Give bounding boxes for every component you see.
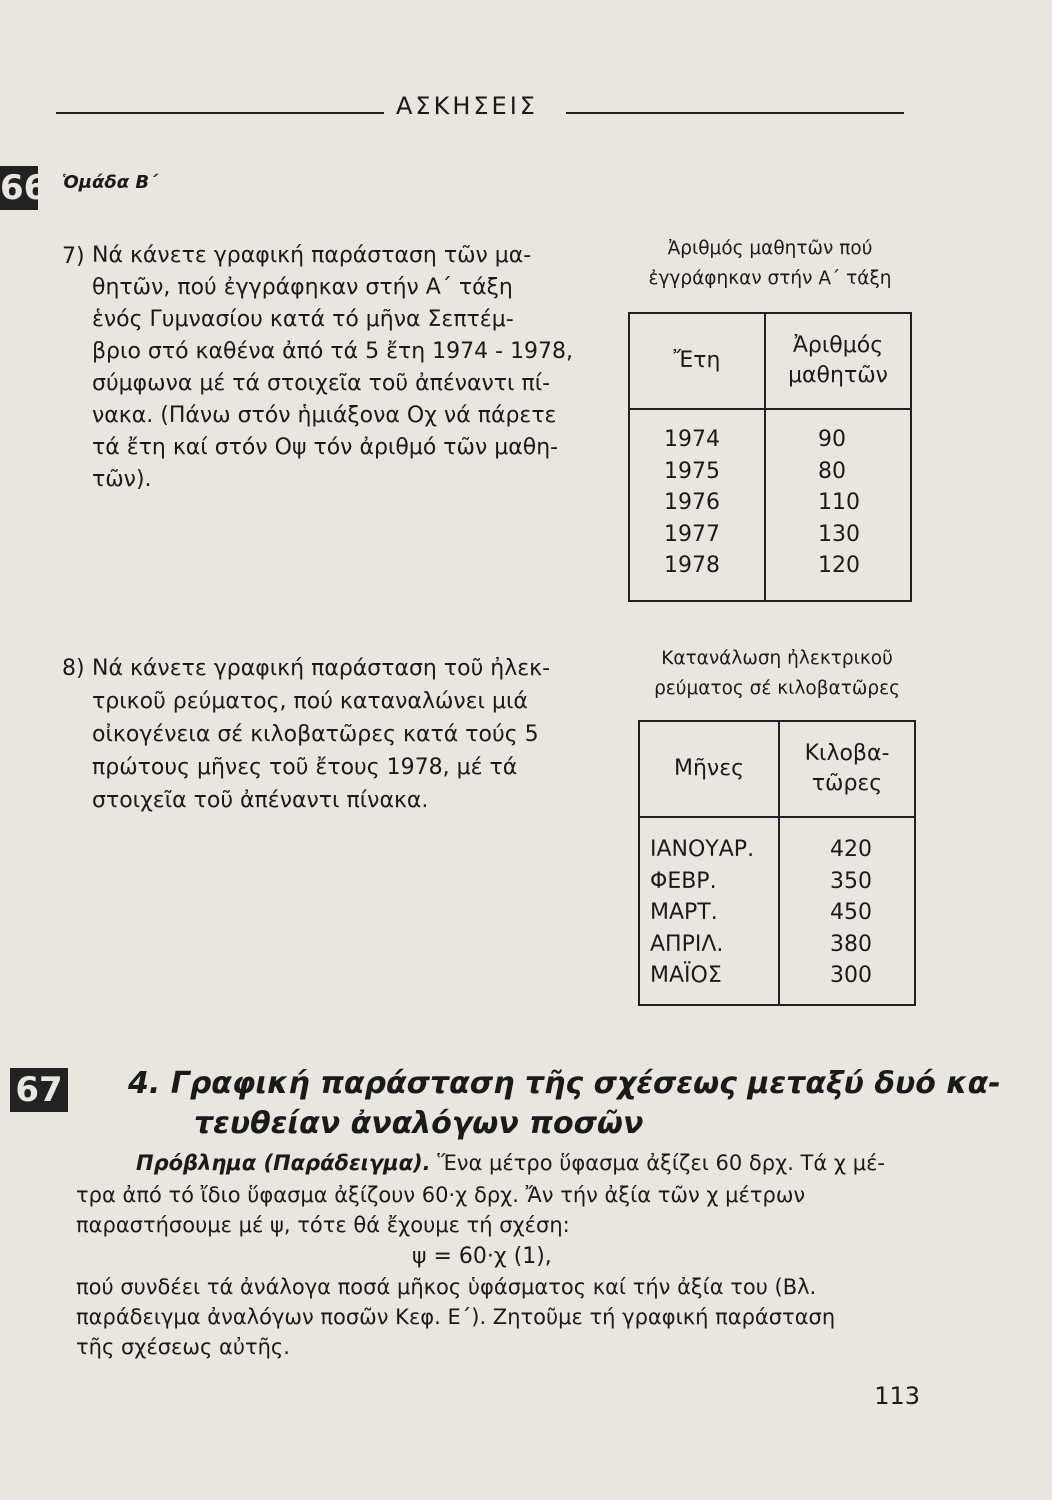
electricity-table [638, 720, 916, 1006]
text-line: παράδειγμα ἀναλόγων ποσῶν Κεφ. Ε΄). Ζητοῦμε τή γραφική παράσταση [76, 1305, 836, 1329]
years-column [629, 409, 765, 601]
column-header-years: Ἔτη [629, 313, 765, 409]
table-1-caption [620, 234, 920, 294]
text-line: τά ἔτη καί στόν Οψ τόν ἀριθμό τῶν μαθη- [92, 435, 559, 460]
paragraph-number-badge-67: 67 [10, 1068, 68, 1112]
caption-line: Κατανάλωση ἠλεκτρικοῦ [661, 648, 893, 669]
text-line: βριο στό καθένα ἀπό τά 5 ἔτη 1974 - 1978, [92, 339, 574, 364]
text-line: τρα ἀπό τό ἴδιο ὕφασμα ἀξίζουν 60·χ δρχ. Ἄν τήν ἀξία τῶν χ μέτρων [76, 1183, 806, 1207]
formula: ψ = 60·χ (1), [412, 1244, 552, 1269]
table-cell: 450 [830, 900, 872, 925]
months-column [639, 817, 779, 1005]
exercise-8-number: 8) [62, 656, 85, 681]
table-cell: ΜΑΡΤ. [650, 900, 718, 925]
text-line: πού συνδέει τά ἀνάλογα ποσά μῆκος ὑφάσματος καί τήν ἀξία του (Βλ. [76, 1275, 817, 1299]
students-column [765, 409, 911, 601]
table-cell: 380 [830, 931, 872, 957]
text-line: παραστήσουμε μέ ψ, τότε θά ἔχουμε τή σχέση: [76, 1213, 570, 1237]
section-header: ΑΣΚΗΣΕΙΣ [396, 92, 538, 120]
column-header-months: Μῆνες [639, 721, 779, 817]
column-header-students: Ἀριθμός μαθητῶν [765, 313, 911, 409]
text-line: τῶν). [92, 467, 152, 492]
table-cell: 1975 [664, 458, 720, 484]
students-table [628, 312, 912, 602]
table-cell: 350 [830, 868, 872, 894]
table-cell: 1978 [664, 553, 720, 578]
table-cell: ΦΕΒΡ. [650, 868, 717, 894]
exercise-7-text [92, 240, 588, 496]
problem-paragraph-end [76, 1272, 928, 1362]
problem-paragraph-continued [76, 1180, 928, 1240]
text-line: σύμφωνα μέ τά στοιχεῖα τοῦ ἀπέναντι πί- [92, 371, 551, 396]
problem-label: Πρόβλημα (Παράδειγμα). [136, 1151, 431, 1175]
table-cell: 1974 [664, 427, 720, 452]
table-cell: 120 [818, 553, 860, 578]
text-line: τρικοῦ ρεύματος, πού καταναλώνει μιά [92, 689, 528, 714]
exercise-7-number: 7) [62, 244, 85, 269]
header-rule-right [566, 112, 904, 114]
exercise-8-text [92, 652, 588, 817]
section-title-line: 4. Γραφική παράσταση τῆς σχέσεως μεταξύ δυό κα- [128, 1066, 1001, 1101]
table-cell: 420 [830, 837, 872, 862]
table-cell: 90 [818, 427, 846, 452]
text-line: οἰκογένεια σέ κιλοβατῶρες κατά τούς 5 [92, 722, 539, 747]
table-cell: 80 [818, 458, 846, 484]
caption-line: ἐγγράφηκαν στήν Α΄ τάξη [648, 268, 892, 289]
problem-text-line: Ἕνα μέτρο ὕφασμα ἀξίζει 60 δρχ. Τά χ μέ- [437, 1151, 885, 1175]
paragraph-number-badge-66: 66 [0, 168, 48, 208]
text-line: Νά κάνετε γραφική παράσταση τοῦ ἠλεκ- [92, 656, 551, 681]
table-cell: 1976 [664, 490, 720, 515]
section-title-line: τευθείαν ἀναλόγων ποσῶν [194, 1106, 644, 1141]
group-label: Ὁμάδα Β΄ [62, 172, 158, 193]
header-rule-left [56, 112, 384, 114]
table-2-caption [630, 644, 924, 704]
column-header-kilowatts: Κιλοβα- τῶρες [779, 721, 915, 817]
table-cell: 130 [818, 521, 860, 547]
table-cell: ΜΑΪΟΣ [650, 963, 722, 988]
text-line: τῆς σχέσεως αὐτῆς. [76, 1335, 290, 1359]
text-line: στοιχεῖα τοῦ ἀπέναντι πίνακα. [92, 788, 429, 813]
text-line: πρώτους μῆνες τοῦ ἔτους 1978, μέ τά [92, 755, 518, 780]
kilowatts-column [779, 817, 915, 1005]
caption-line: ρεύματος σέ κιλοβατῶρες [654, 678, 900, 699]
section-title [128, 1064, 1001, 1144]
text-line: ἑνός Γυμνασίου κατά τό μῆνα Σεπτέμ- [92, 307, 514, 332]
table-cell: ΙΑΝΟΥΑΡ. [650, 837, 755, 862]
table-cell: ΑΠΡΙΛ. [650, 931, 724, 957]
problem-paragraph [136, 1148, 928, 1178]
text-line: Νά κάνετε γραφική παράσταση τῶν μα- [92, 243, 532, 268]
text-line: θητῶν, πού ἐγγράφηκαν στήν Α΄ τάξη [92, 275, 513, 300]
table-cell: 1977 [664, 521, 720, 547]
table-cell: 300 [830, 963, 872, 988]
caption-line: Ἀριθμός μαθητῶν πού [667, 238, 873, 259]
table-cell: 110 [818, 490, 860, 515]
text-line: νακα. (Πάνω στόν ἡμιάξονα Οχ νά πάρετε [92, 403, 557, 428]
page-number: 113 [874, 1382, 920, 1410]
